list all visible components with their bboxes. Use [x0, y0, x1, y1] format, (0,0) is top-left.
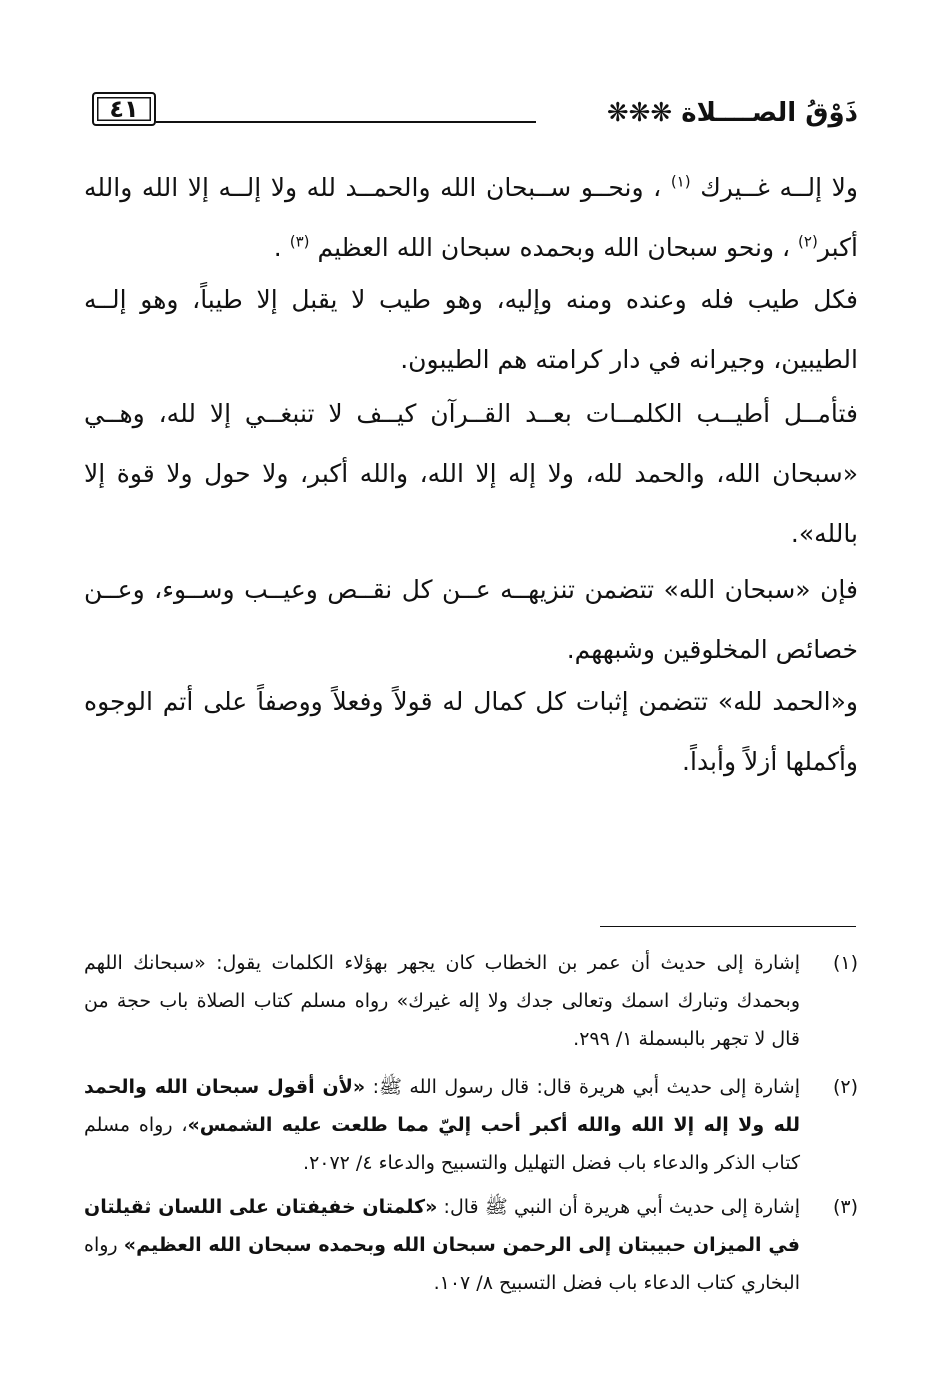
paragraph-4	[84, 560, 858, 680]
footnote-quote: «لأن أقول سبحان الله والحمد لله ولا إله إلا الله والله أكبر أحب إليّ مما طلعت عليه الشمس»	[84, 1076, 800, 1136]
paragraph-4-text: فإن «سبحان الله» تتضمن تنزيهــه عــن كل نقــص وعيــب وســوء، وعــن خصائص المخلوقين وشبههم.	[84, 575, 858, 664]
paragraph-2	[84, 270, 858, 390]
footnote-source: رواه مسلم كتاب الصلاة باب حجة من قال لا تجهر بالبسملة ١/ ٢٩٩.	[84, 990, 800, 1050]
footnote-2	[84, 1068, 858, 1182]
p1-text-b: ، ونحــو ســبحان الله والحمــد لله ولا إلــه إلا الله والله أكبر	[84, 173, 858, 262]
footnote-ref-3[interactable]: (٣)	[289, 232, 310, 251]
footnote-3	[84, 1188, 858, 1302]
footnote-ref-2[interactable]: (٢)	[798, 232, 818, 251]
footnote-source: ، رواه مسلم كتاب الذكر والدعاء باب فضل التهليل والتسبيح والدعاء ٤/ ٢٠٧٢.	[84, 1114, 800, 1174]
footnote-lead: إشارة إلى حديث أبي هريرة أن النبي ﷺ قال:	[443, 1196, 800, 1218]
paragraph-1	[84, 158, 858, 278]
footnote-source: رواه البخاري كتاب الدعاء باب فضل التسبيح ٨/ ١٠٧.	[84, 1234, 800, 1294]
footnote-number: (١)	[832, 952, 858, 974]
footnote-quote: «سبحانك اللهم وبحمدك وتبارك اسمك وتعالى جدك ولا إله غيرك»	[84, 952, 801, 1012]
paragraph-3	[84, 384, 858, 564]
footnote-quote: «كلمتان خفيفتان على اللسان ثقيلتان في الميزان حبيبتان إلى الرحمن سبحان الله وبحمده سبحان الله العظيم»	[84, 1196, 800, 1256]
footnote-number: (٢)	[832, 1076, 858, 1098]
footnote-number: (٣)	[832, 1196, 858, 1218]
footnote-ref-1[interactable]: (١)	[670, 172, 691, 191]
p1-text-d: .	[273, 233, 282, 262]
paragraph-3-text: فتأمــل أطيــب الكلمــات بعــد القــرآن كيــف لا تنبغــي إلا لله، وهــي «سبحان الله، والحمد لله، ولا إله إلا الله، والله أكبر، ولا حول ولا قوة إلا بالله».	[84, 399, 858, 548]
p1-text-a: ولا إلــه غــيرك	[700, 173, 858, 202]
paragraph-5-text: و«الحمد لله» تتضمن إثبات كل كمال له قولاً وفعلاً ووصفاً على أتم الوجوه وأكملها أزلاً وأبداً.	[84, 687, 858, 776]
footnote-lead: إشارة إلى حديث أن عمر بن الخطاب كان يجهر بهؤلاء الكلمات يقول:	[216, 952, 800, 974]
footnote-separator	[600, 926, 856, 927]
paragraph-2-text: فكل طيب فله وعنده ومنه وإليه، وهو طيب لا يقبل إلا طيباً، وهو إلــه الطيبين، وجيرانه في دار كرامته هم الطيبون.	[84, 285, 858, 374]
paragraph-5	[84, 672, 858, 792]
page-number: ٤١	[92, 92, 156, 126]
running-title: ذَوْقُ الصــــلاة ❋❋❋	[606, 98, 858, 128]
header-rule	[156, 121, 536, 123]
footnote-1	[84, 944, 858, 1058]
p1-text-c: ، ونحو سبحان الله وبحمده سبحان الله العظيم	[317, 233, 791, 262]
footnote-lead: إشارة إلى حديث أبي هريرة قال: قال رسول الله ﷺ:	[372, 1076, 800, 1098]
